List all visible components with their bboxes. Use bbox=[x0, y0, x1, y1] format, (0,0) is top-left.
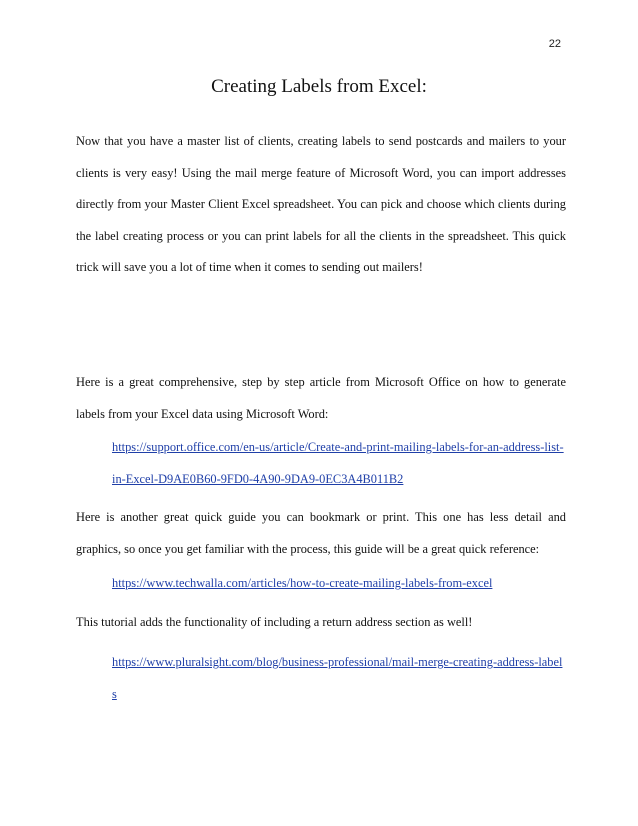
page-number: 22 bbox=[548, 38, 561, 50]
quick-guide-paragraph: Here is another great quick guide you can bookmark or print. This one has less detail and graphics, so once you get familiar with the process, this guide will be a great quick reference: bbox=[76, 510, 566, 556]
intro-paragraph: Now that you have a master list of clients, creating labels to send postcards and mailers to your clients is very easy! Using the mail merge feature of Microsoft Word, you can import addresses directly from your Master Client Excel spreadsheet. You can pick and choose which clients during the label creating process or you can print labels for all the clients in the spreadsheet. This quick trick will save you a lot of time when it comes to sending out mailers! bbox=[76, 134, 566, 275]
techwalla-guide-link[interactable]: https://www.techwalla.com/articles/how-to-create-mailing-labels-from-excel bbox=[112, 576, 493, 590]
return-address-paragraph: This tutorial adds the functionality of including a return address section as well! bbox=[76, 615, 473, 629]
office-article-link[interactable]: https://support.office.com/en-us/article/Create-and-print-mailing-labels-for-an-address-list-in-Excel-D9AE0B60-9FD0-4A90-9DA9-0EC3A4B011B2 bbox=[112, 440, 564, 486]
pluralsight-tutorial-link[interactable]: https://www.pluralsight.com/blog/business-professional/mail-merge-creating-address-labels bbox=[112, 655, 563, 701]
page-title: Creating Labels from Excel: bbox=[211, 76, 427, 97]
office-guide-paragraph: Here is a great comprehensive, step by step article from Microsoft Office on how to generate labels from your Excel data using Microsoft Word: bbox=[76, 375, 566, 421]
